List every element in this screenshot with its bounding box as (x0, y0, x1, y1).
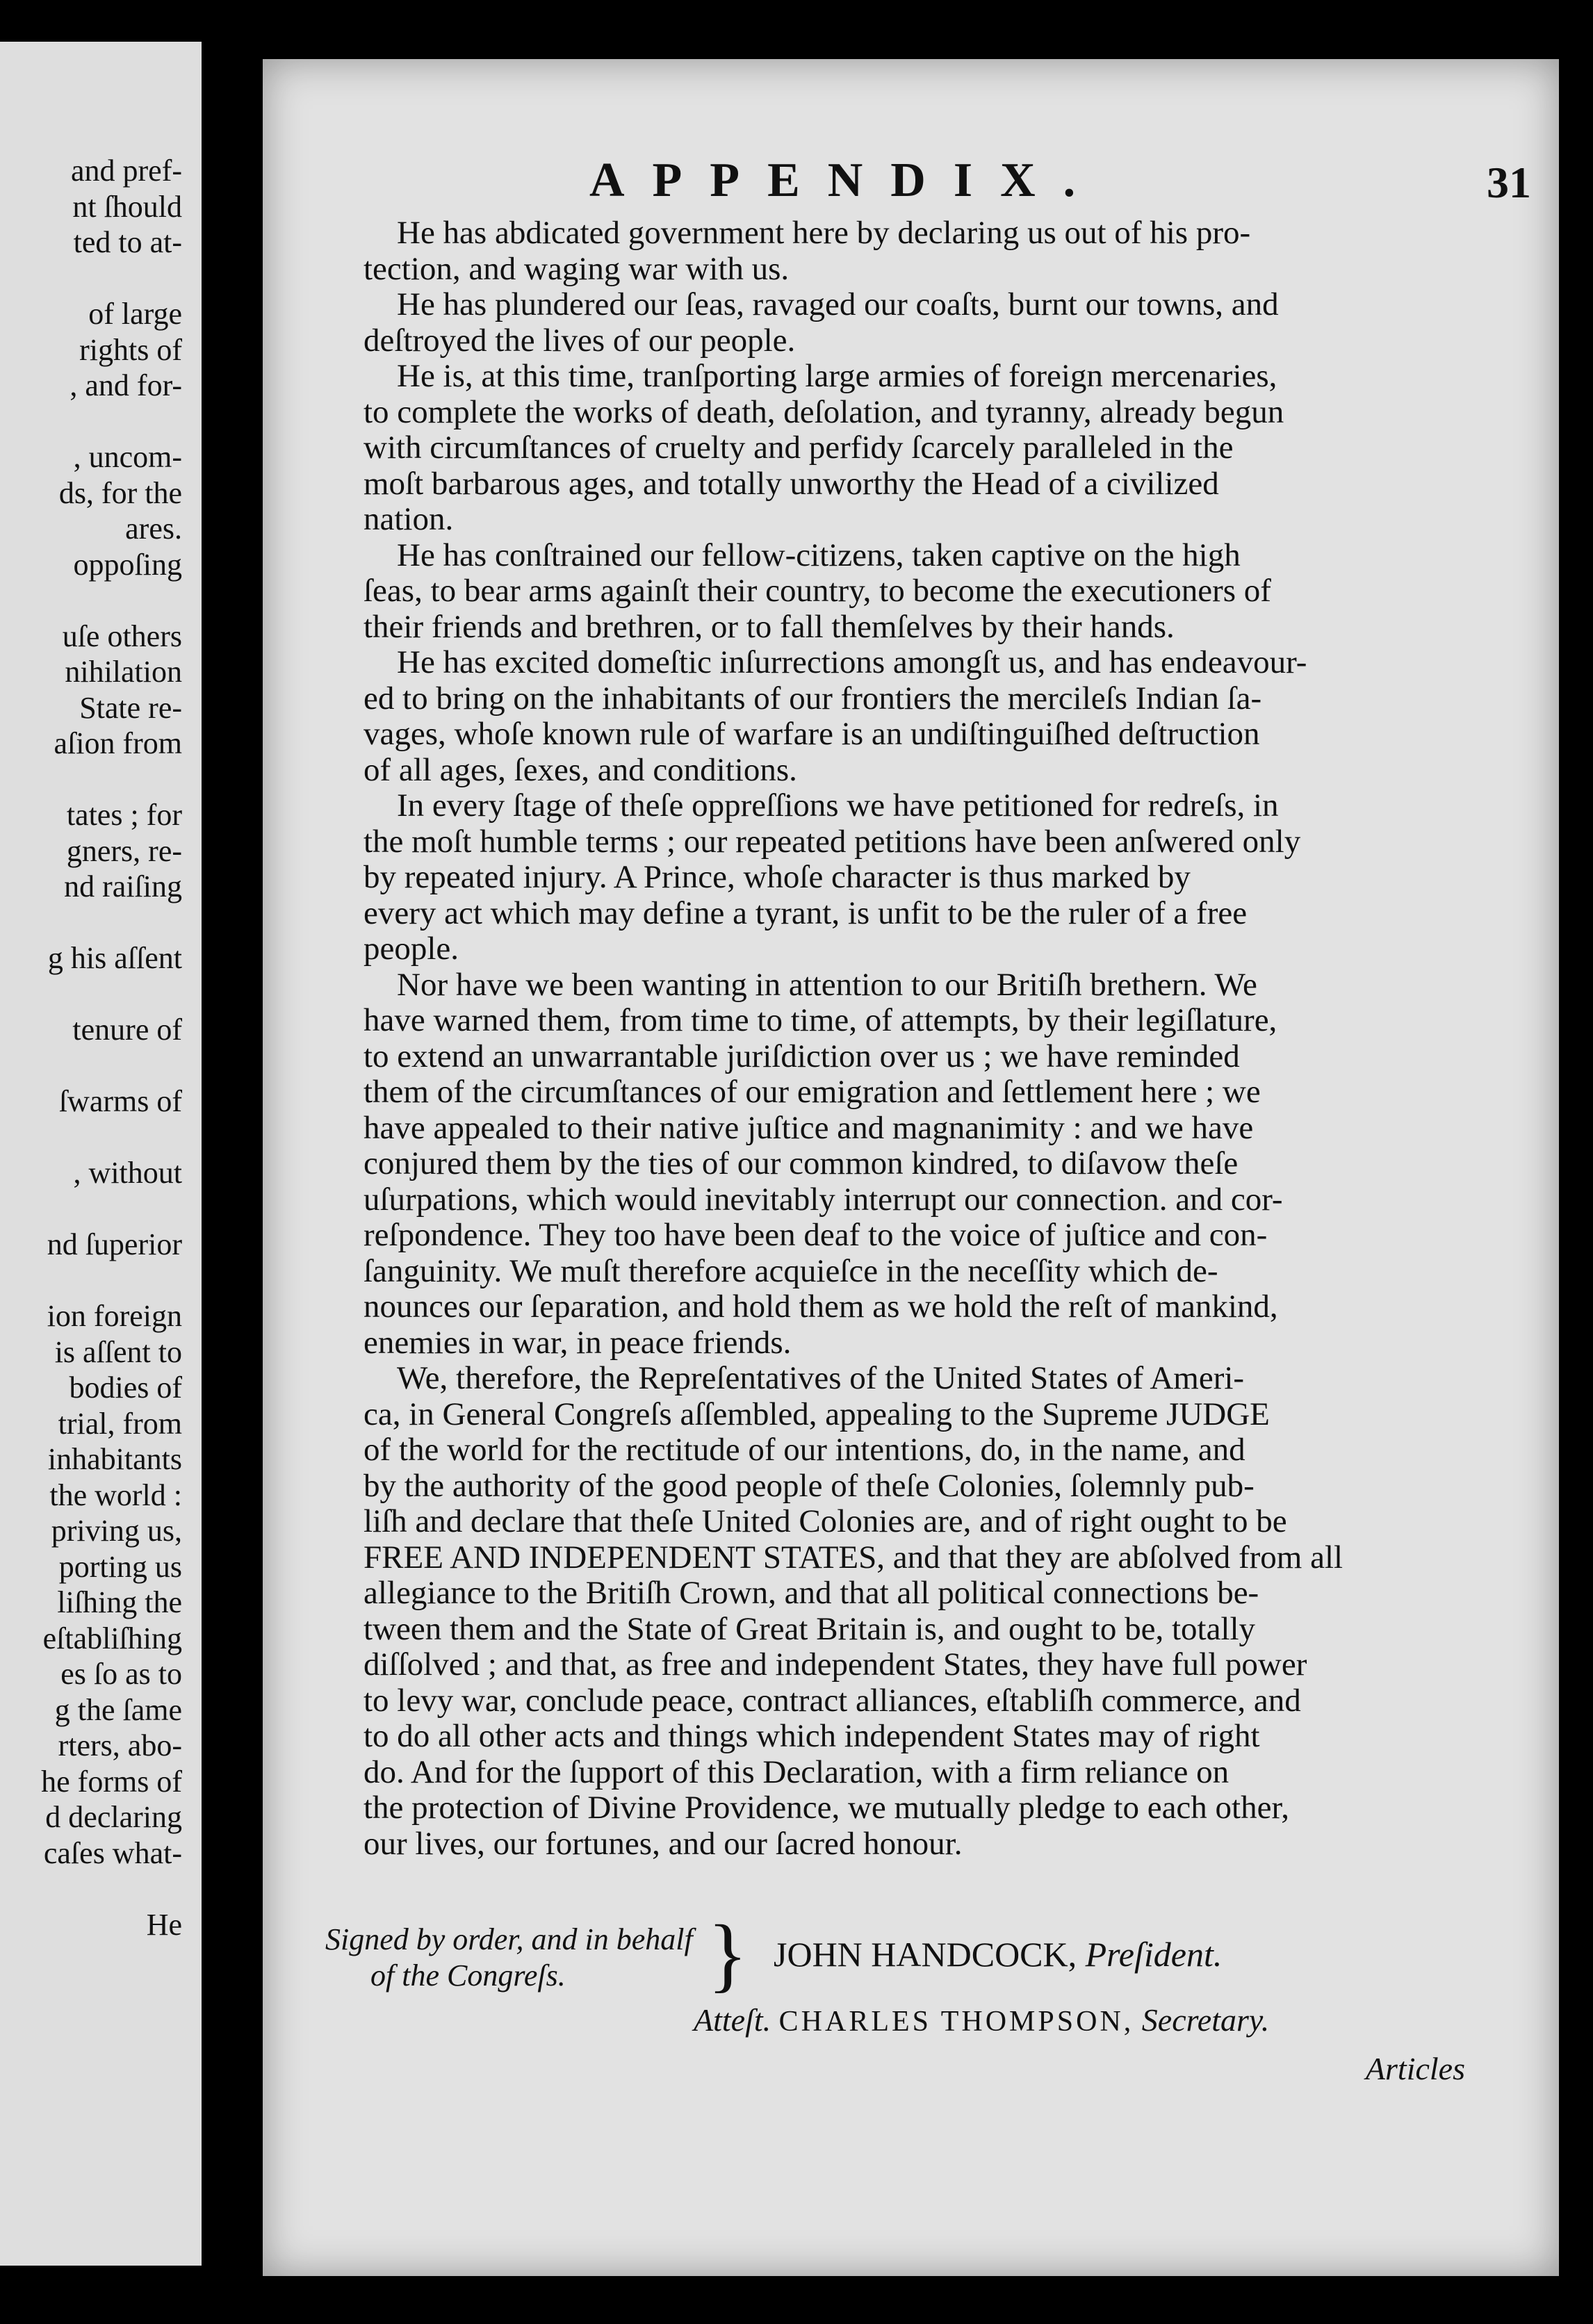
left-page-line: State re- (79, 690, 182, 725)
body-line: diſſolved ; and that, as free and independent States, they have full power (363, 1646, 1307, 1683)
body-line: tection, and waging war with us. (363, 250, 790, 287)
body-line: have warned them, from time to time, of attempts, by their legiſlature, (363, 1002, 1277, 1038)
left-page-line: he forms of (41, 1764, 182, 1799)
left-page-line: , without (73, 1156, 182, 1190)
body-line: do. And for the ſupport of this Declaration, with a firm reliance on (363, 1753, 1230, 1790)
left-page-line: the world : (49, 1478, 182, 1512)
left-page-line: is aſſent to (54, 1334, 182, 1369)
left-page-line: aſion from (54, 726, 182, 760)
body-line: ſanguinity. We muſt therefore acquieſce in the neceſſity which de- (363, 1252, 1218, 1289)
body-line: people. (363, 931, 459, 967)
left-page-line: ſwarms of (58, 1084, 182, 1118)
left-page-line: ion foreign (47, 1299, 182, 1333)
body-line: We, therefore, the Repreſentatives of the United States of Ameri- (397, 1360, 1245, 1396)
body-line: our lives, our fortunes, and our ſacred honour. (363, 1825, 963, 1862)
president-signature (774, 1934, 1222, 1974)
body-line: reſpondence. They too have been deaf to the voice of juſtice and con- (363, 1217, 1268, 1253)
signature-block (263, 1908, 1559, 2130)
left-page-line: g his aſſent (47, 941, 182, 975)
body-line: by the authority of the good people of theſe Colonies, ſolemnly pub- (363, 1467, 1255, 1504)
left-page-fragment (0, 42, 202, 2266)
body-line: tween them and the State of Great Britain is, and ought to be, totally (363, 1610, 1256, 1647)
left-page-line: oppoſing (73, 547, 182, 582)
body-line: have appealed to their native juſtice and magnanimity : and we have (363, 1109, 1254, 1146)
left-page-line: g the ſame (54, 1692, 182, 1727)
left-page-line: nd ſuperior (47, 1227, 182, 1261)
left-page-line: ares. (125, 512, 182, 546)
body-line: enemies in war, in peace friends. (363, 1324, 792, 1361)
body-line: vages, whoſe known rule of warfare is an undiſtinguiſhed deſtruction (363, 716, 1260, 752)
attest-label: Atteſt. (694, 2002, 771, 2038)
right-page (263, 59, 1559, 2276)
left-page-line: tenure of (72, 1013, 182, 1047)
body-line: the moſt humble terms ; our repeated petitions have been anſwered only (363, 823, 1301, 860)
attest-signature (694, 2002, 1269, 2038)
left-page-line: , uncom- (73, 440, 182, 474)
body-line: to levy war, conclude peace, contract alliances, eſtabliſh commerce, and (363, 1682, 1301, 1719)
left-page-line: rights of (79, 332, 182, 367)
secretary-role: Secretary. (1141, 2002, 1270, 2038)
left-page-line: nihilation (65, 655, 182, 689)
body-line: allegiance to the Britiſh Crown, and that all political connections be- (363, 1575, 1259, 1611)
running-head: APPENDIX. (589, 154, 1104, 207)
body-line: He is, at this time, tranſporting large armies of foreign mercenaries, (397, 358, 1277, 394)
signed-by-line-2: of the Congreſs. (370, 1958, 566, 1992)
signed-by-line-1: Signed by order, and in behalf (325, 1922, 693, 1956)
body-line: moſt barbarous ages, and totally unworthy the Head of a civilized (363, 465, 1219, 502)
left-page-line: porting us (58, 1549, 182, 1584)
body-line: In every ſtage of theſe oppreſſions we have petitioned for redreſs, in (397, 787, 1279, 824)
page-header (263, 153, 1559, 215)
left-page-line: d declaring (45, 1800, 182, 1834)
body-line: them of the circumſtances of our emigration and ſettlement here ; we (363, 1074, 1261, 1110)
body-line: nation. (363, 501, 454, 537)
left-page-line: ted to at- (73, 225, 182, 259)
left-page-line: gners, re- (66, 833, 182, 868)
body-line: He has conſtrained our fellow-citizens, taken captive on the high (397, 537, 1241, 573)
body-line: He has excited domeſtic inſurrections amongſt us, and has endeavour- (397, 644, 1307, 680)
page-number: 31 (1487, 158, 1531, 207)
body-line: conjured them by the ties of our common kindred, to diſavow theſe (363, 1145, 1239, 1181)
body-line: nounces our ſeparation, and hold them as we hold the reſt of mankind, (363, 1288, 1278, 1325)
body-line: ca, in General Congreſs aſſembled, appealing to the Supreme JUDGE (363, 1396, 1270, 1432)
left-page-line: rters, abo- (58, 1728, 182, 1762)
left-page-line: eſtabliſhing (42, 1621, 182, 1655)
left-page-line: uſe others (62, 619, 182, 653)
president-name: JOHN HANDCOCK, (774, 1935, 1077, 1974)
secretary-name: CHARLES THOMPSON, (778, 2006, 1134, 2038)
left-page-line: trial, from (58, 1406, 182, 1441)
body-line: to complete the works of death, deſolation, and tyranny, already begun (363, 393, 1284, 430)
left-page-line: bodies of (69, 1370, 182, 1405)
left-page-line: He (146, 1907, 182, 1942)
signature-brace: } (708, 1908, 748, 2000)
body-line: ſeas, to bear arms againſt their country, to become the executioners of (363, 573, 1271, 609)
left-page-line: ds, for the (58, 475, 182, 510)
left-page-line: tates ; for (66, 798, 182, 832)
left-page-line: caſes what- (43, 1835, 182, 1870)
body-line: with circumſtances of cruelty and perfidy ſcarcely paralleled in the (363, 429, 1234, 466)
book-spine-gap (202, 0, 264, 2324)
body-line: the protection of Divine Providence, we mutually pledge to each other, (363, 1790, 1289, 1826)
president-role: Preſident. (1085, 1935, 1223, 1974)
body-line: to extend an unwarrantable juriſdiction over us ; we have reminded (363, 1038, 1240, 1074)
body-line: to do all other acts and things which independent States may of right (363, 1718, 1260, 1754)
body-line: every act which may define a tyrant, is unfit to be the ruler of a free (363, 894, 1248, 931)
body-text (363, 215, 1437, 1862)
body-line: deſtroyed the lives of our people. (363, 322, 796, 359)
left-page-line: and pref- (70, 154, 182, 188)
body-line: by repeated injury. A Prince, whoſe character is thus marked by (363, 859, 1191, 895)
left-page-line: priving us, (51, 1514, 182, 1548)
left-page-line: nd raiſing (64, 869, 182, 903)
left-page-line: nt ſhould (72, 189, 182, 224)
body-line: of all ages, ſexes, and conditions. (363, 751, 797, 788)
left-page-line: es ſo as to (60, 1657, 182, 1691)
body-line: Nor have we been wanting in attention to our Britiſh brethern. We (397, 966, 1257, 1003)
body-line: their friends and brethren, or to fall themſelves by their hands. (363, 608, 1175, 645)
left-page-line: liſhing the (57, 1585, 182, 1619)
body-line: of the world for the rectitude of our intentions, do, in the name, and (363, 1432, 1245, 1468)
body-line: He has abdicated government here by declaring us out of his pro- (397, 215, 1251, 251)
body-line: liſh and declare that theſe United Colonies are, and of right ought to be (363, 1503, 1287, 1539)
body-line: FREE AND INDEPENDENT STATES, and that they are abſolved from all (363, 1539, 1343, 1576)
body-line: He has plundered our ſeas, ravaged our coaſts, burnt our towns, and (397, 286, 1279, 322)
left-page-line: of large (88, 297, 182, 331)
left-page-line: inhabitants (47, 1442, 182, 1476)
body-line: uſurpations, which would inevitably interrupt our connection. and cor- (363, 1181, 1283, 1218)
left-page-line: , and for- (70, 368, 182, 402)
catchword: Articles (1365, 2051, 1465, 2086)
body-line: ed to bring on the inhabitants of our frontiers the mercileſs Indian ſa- (363, 680, 1262, 717)
